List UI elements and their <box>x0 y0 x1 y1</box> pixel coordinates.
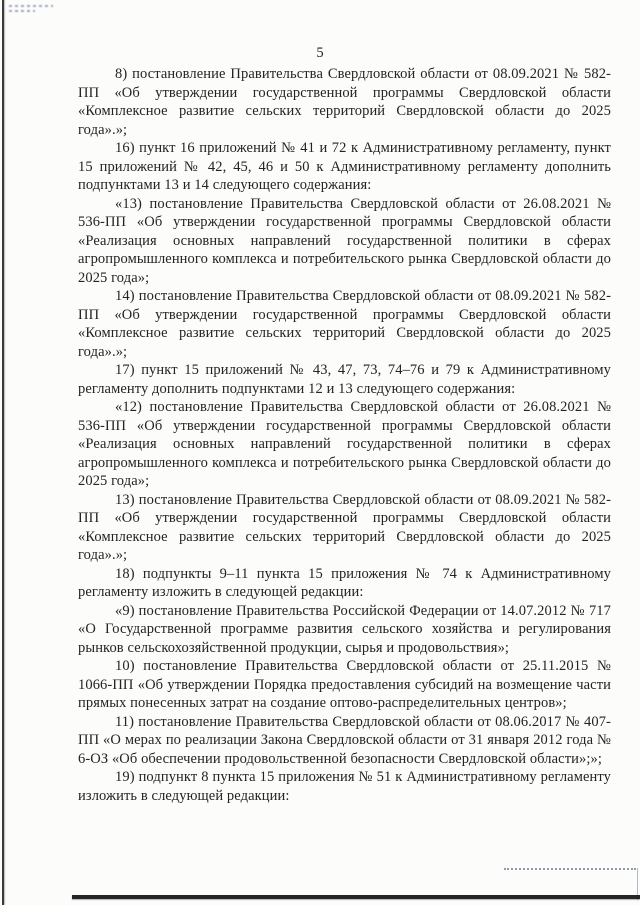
paragraph: 8) постановление Правительства Свердловской области от 08.09.2021 № 582-ПП «Об утверждении государственной программы Свердловской области «Комплексное развитие сельских территорий Свердловской области до 2025 года».»; <box>78 66 611 138</box>
stamp-mark <box>9 5 53 7</box>
paragraph: 14) постановление Правительства Свердловской области от 08.09.2021 № 582-ПП «Об утверждении государственной программы Свердловской области «Комплексное развитие сельских территорий Свердловской области до 2025 года».»; <box>78 288 611 360</box>
paragraph: 19) подпункт 8 пункта 15 приложения № 51 к Административному регламенту изложить в следующей редакции: <box>78 769 611 804</box>
paragraph: 18) подпункты 9–11 пункта 15 приложения № 74 к Административному регламенту изложить в следующей редакции: <box>78 565 611 600</box>
scan-artifact-dotted-line <box>504 868 636 870</box>
paragraph: 17) пункт 15 приложений № 43, 47, 73, 74–76 и 79 к Административному регламенту дополнить подпунктами 12 и 13 следующего содержания: <box>78 362 611 397</box>
paragraph: «12) постановление Правительства Свердловской области от 26.08.2021 № 536-ПП «Об утверждении государственной программы Свердловской области «Реализация основных направлений государственной политики в сферах агропромышленного комплекса и потребительского рынка Свердловской области до 2025 года»; <box>78 399 611 489</box>
document-body <box>0 62 640 805</box>
stamp-mark <box>9 10 35 12</box>
paragraph: «13) постановление Правительства Свердловской области от 26.08.2021 № 536-ПП «Об утверждении государственной программы Свердловской области «Реализация основных направлений государственной политики в сферах агропромышленного комплекса и потребительского рынка Свердловской области до 2025 года»; <box>78 195 611 286</box>
paragraph: 11) постановление Правительства Свердловской области от 08.06.2017 № 407-ПП «О мерах по реализации Закона Свердловской области от 31 января 2012 года № 6-ОЗ «Об обеспечении продовольственной безопасности Свердловской области»;»; <box>78 713 611 767</box>
scan-edge-line-bottom <box>72 895 640 899</box>
scan-artifact-stamp <box>9 5 71 19</box>
scan-edge-line-left <box>2 0 4 905</box>
paragraph: 10) постановление Правительства Свердловской области от 25.11.2015 № 1066-ПП «Об утверждении Порядка предоставления субсидий на возмещение части прямых понесенных затрат на создание оптово-распределительных центров»; <box>78 658 611 711</box>
paragraph: 13) постановление Правительства Свердловской области от 08.09.2021 № 582-ПП «Об утверждении государственной программы Свердловской области «Комплексное развитие сельских территорий Свердловской области до 2025 года».»; <box>78 491 611 563</box>
paragraph: 16) пункт 16 приложений № 41 и 72 к Административному регламенту, пункт 15 приложений № 42, 45, 46 и 50 к Административному регламенту дополнить подпунктами 13 и 14 следующего содержания: <box>78 140 611 193</box>
paragraph: «9) постановление Правительства Российской Федерации от 14.07.2012 № 717 «О Государственной программе развития сельского хозяйства и регулирования рынков сельскохозяйственной продукции, сырья и продовольствия»; <box>78 602 611 656</box>
page-number: 5 <box>316 45 324 61</box>
